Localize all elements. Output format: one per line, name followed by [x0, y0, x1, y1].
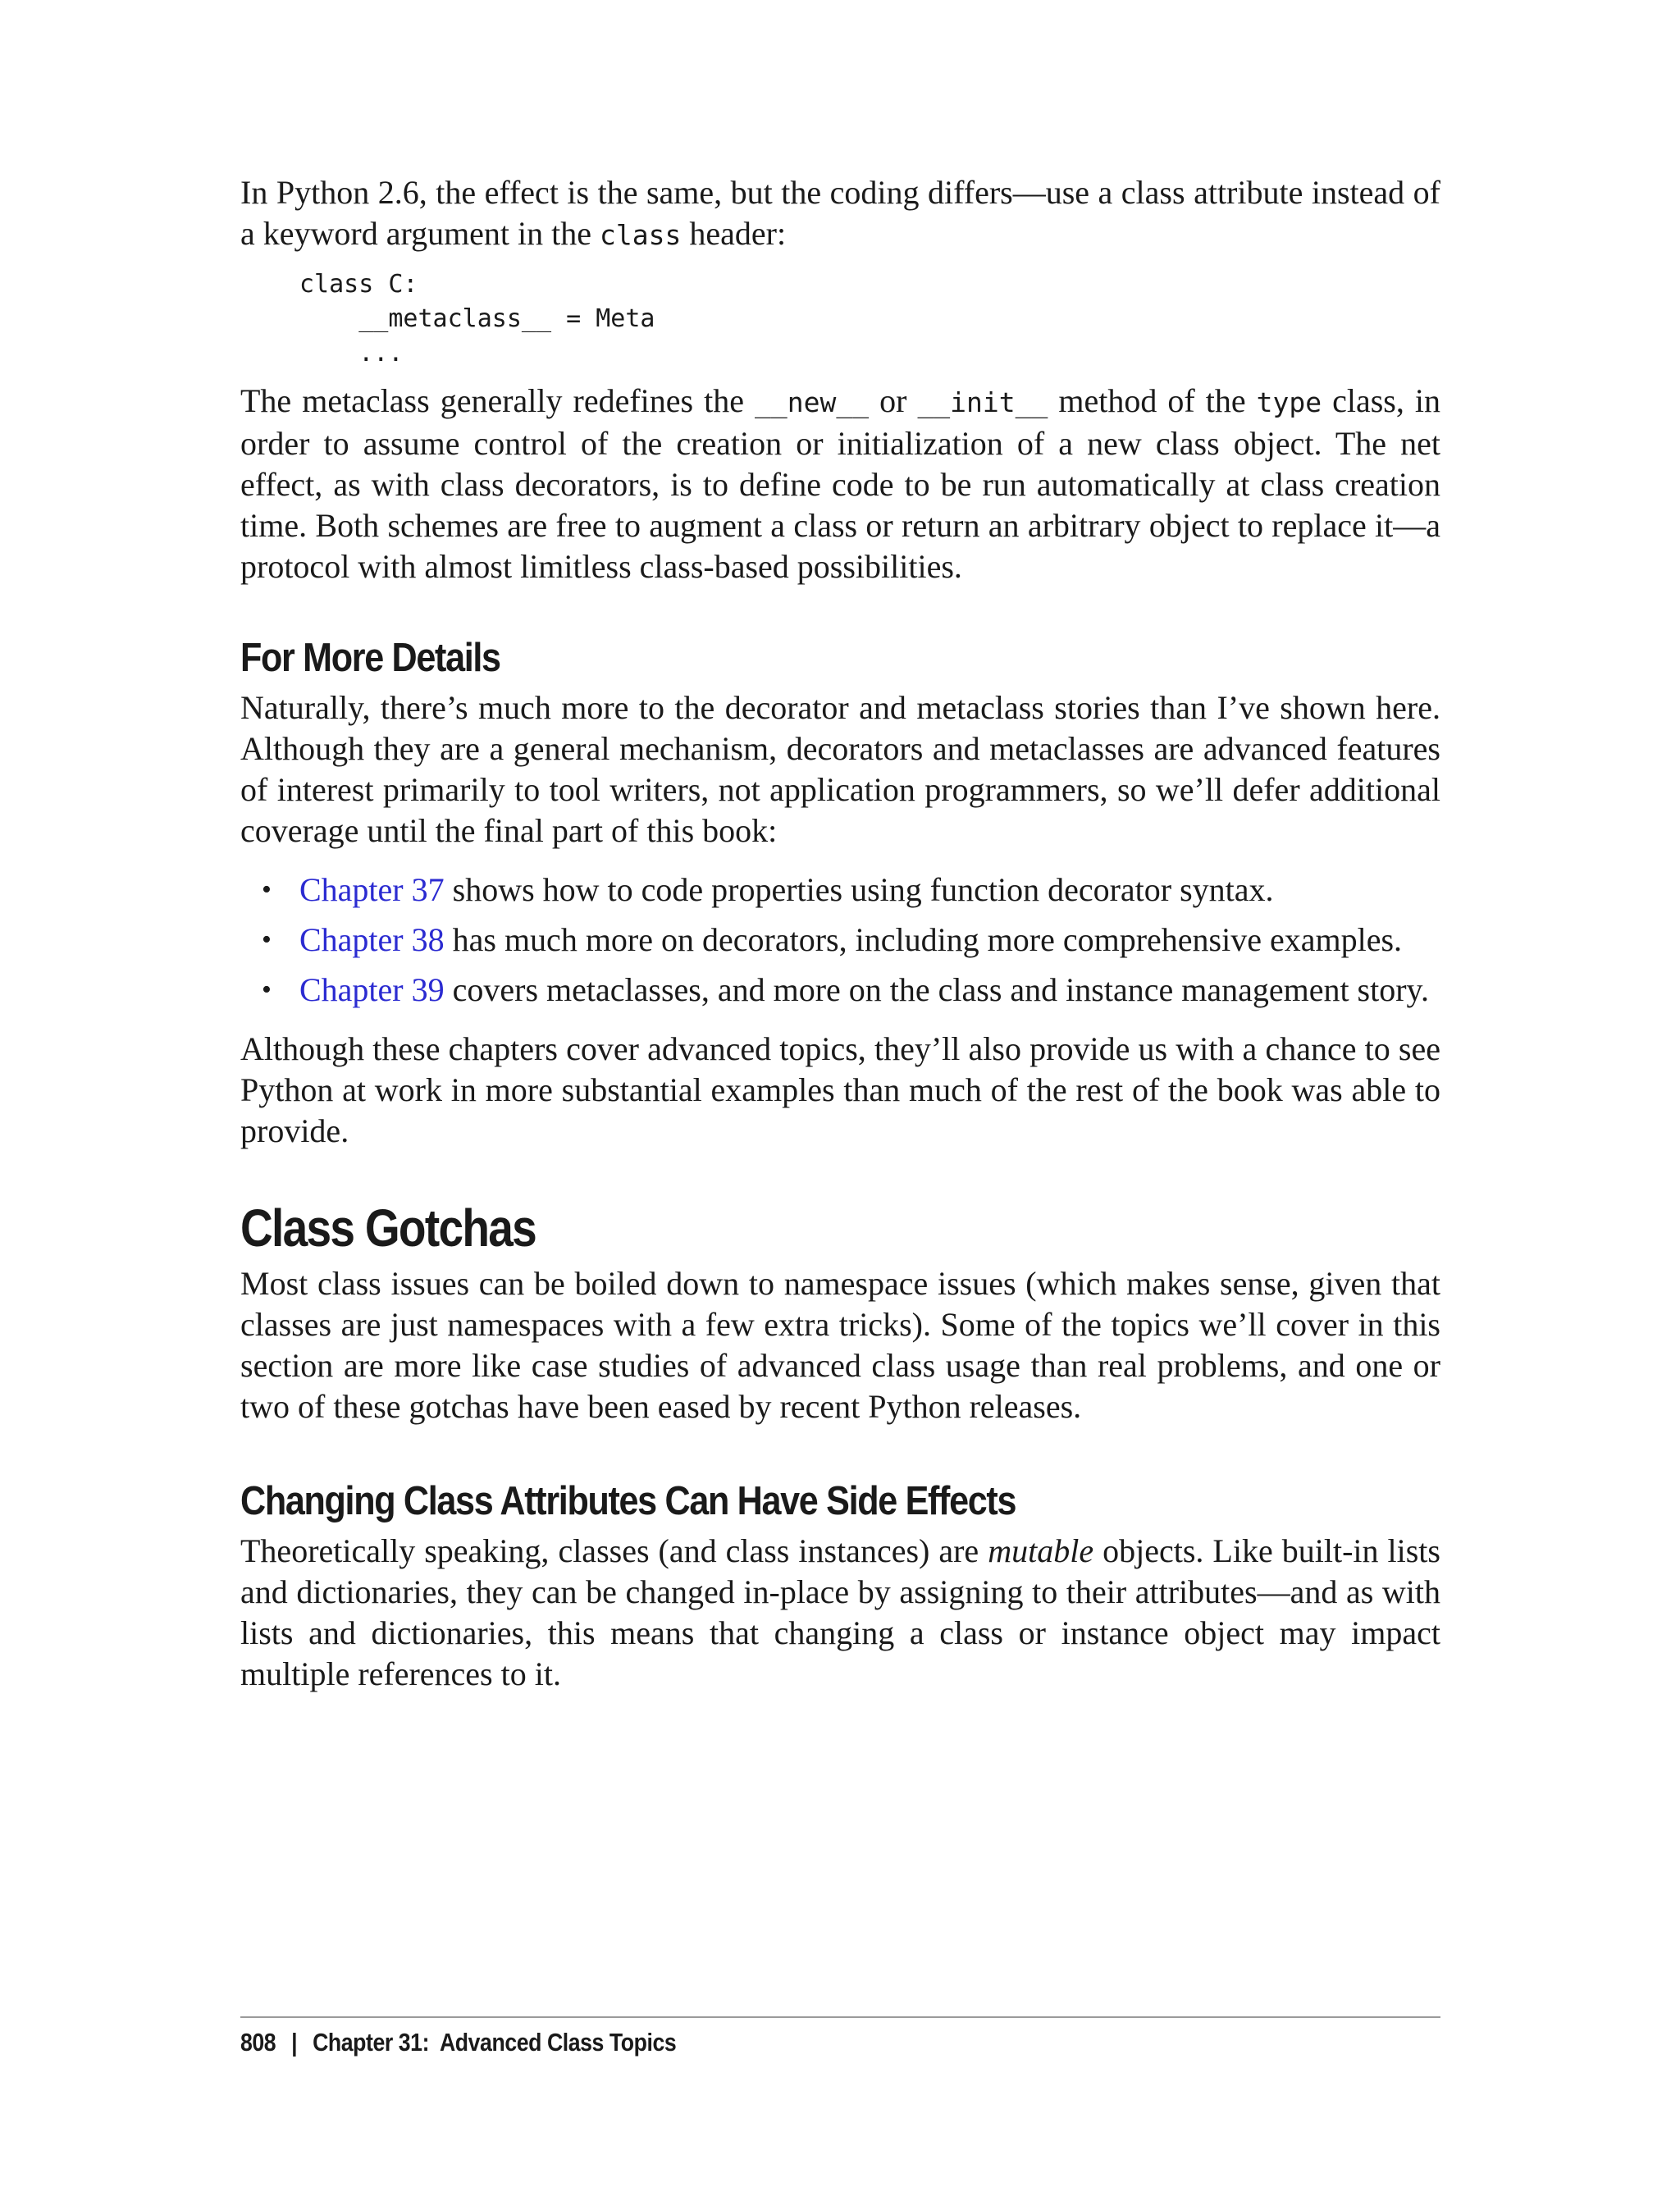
- paragraph-more-details: Naturally, there’s much more to the decorator and metaclass stories than I’ve shown here. Although they are a general mechanism, decorators and metaclasses are advanced features of interest primarily to tool writers, not application programmers, so we’ll defer additional coverage until the final part of this book:: [240, 689, 1440, 849]
- page-footer: [240, 2028, 676, 2057]
- page-number: 808: [240, 2028, 276, 2057]
- inline-code: type: [1256, 386, 1322, 418]
- section-heading-class-gotchas: Class Gotchas: [240, 1198, 536, 1258]
- code-block: class C: __metaclass__ = Meta ...: [299, 270, 655, 368]
- list-item-text: has much more on decorators, including more comprehensive examples.: [444, 921, 1403, 958]
- inline-code: class: [600, 219, 682, 251]
- section-heading-more-details: For More Details: [240, 636, 500, 680]
- paragraph-although: Although these chapters cover advanced topics, they’ll also provide us with a chance to see Python at work in more substantial examples than much of the rest of the book was able to provide.: [240, 1030, 1440, 1149]
- chapter-39-link[interactable]: Chapter 39: [299, 971, 445, 1008]
- bullet-icon: •: [262, 874, 272, 905]
- chapter-list: [240, 870, 1440, 1011]
- list-item-text: shows how to code properties using function decorator syntax.: [444, 871, 1274, 908]
- section-heading-changing-attributes: Changing Class Attributes Can Have Side Effects: [240, 1479, 1016, 1523]
- text-span: Theoretically speaking, classes (and class instances) are: [240, 1532, 988, 1569]
- list-item: [240, 970, 1440, 1011]
- bullet-icon: •: [262, 975, 272, 1005]
- inline-code: __new__: [755, 386, 870, 418]
- chapter-title: Chapter 31: Advanced Class Topics: [313, 2028, 677, 2057]
- list-item: [240, 870, 1440, 911]
- list-item: [240, 920, 1440, 961]
- text-span: In Python 2.6, the effect is the same, but the coding differs—use a class attribute instead of a keyword argument in the: [240, 174, 1440, 252]
- page-content: [240, 172, 1440, 1695]
- text-span: class, in order to assume control of the creation or initialization of a new class object. The net effect, as with class decorators, is to define code to be run automatically at class creation time. Both schemes are free to augment a class or return an arbitrary object to replace it—a protocol with almost limitless class-based possibilities.: [240, 382, 1441, 585]
- paragraph-mutable: [240, 1531, 1440, 1695]
- text-span: or: [869, 382, 918, 419]
- emphasis-text: mutable: [988, 1532, 1094, 1569]
- text-span: header:: [681, 215, 787, 252]
- chapter-38-link[interactable]: Chapter 38: [299, 921, 445, 958]
- text-span: objects. Like built-in lists and dictionaries, they can be changed in-place by assigning to their attributes—and as with lists and dictionaries, this means that changing a class or instance object may impact multiple references to it.: [240, 1532, 1440, 1692]
- chapter-37-link[interactable]: Chapter 37: [299, 871, 445, 908]
- inline-code: __init__: [917, 386, 1048, 418]
- text-span: The metaclass generally redefines the: [240, 382, 755, 419]
- text-span: method of the: [1048, 382, 1257, 419]
- bullet-icon: •: [262, 924, 272, 955]
- footer-separator: |: [291, 2028, 298, 2057]
- footer-divider: [240, 2016, 1440, 2018]
- list-item-text: covers metaclasses, and more on the class and instance management story.: [444, 971, 1429, 1008]
- paragraph-class-issues: Most class issues can be boiled down to namespace issues (which makes sense, given that classes are just namespaces with a few extra tricks). Some of the topics we’ll cover in this section are more like case studies of advanced class usage than real problems, and one or two of these gotchas have been eased by recent Python releases.: [240, 1265, 1440, 1425]
- paragraph-python26: [240, 172, 1440, 256]
- paragraph-metaclass: [240, 381, 1440, 587]
